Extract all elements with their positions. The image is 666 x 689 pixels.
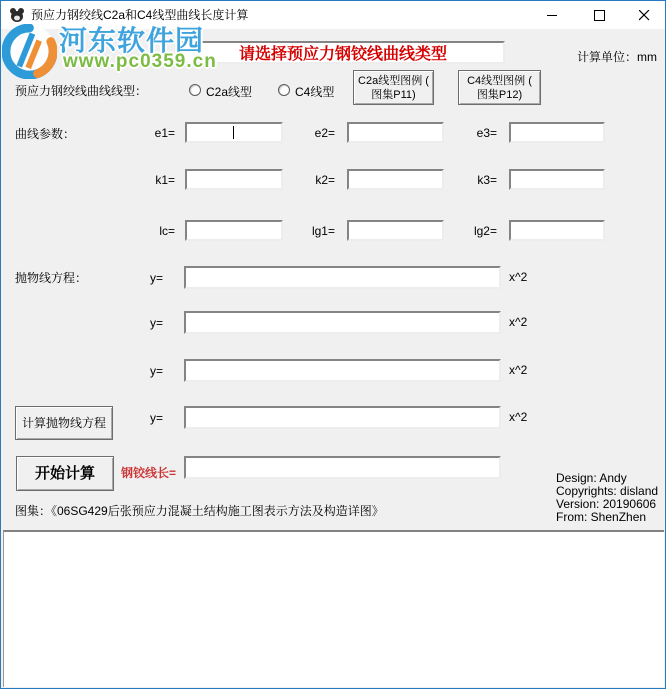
label-lc: lc= <box>159 224 175 238</box>
label-e3: e3= <box>476 126 497 140</box>
label-y-4: y= <box>149 411 163 425</box>
params-section-label: 曲线参数： <box>15 127 76 141</box>
input-equation-3[interactable] <box>184 359 501 382</box>
atlas-reference: 图集：《06SG429后张预应力混凝土结构施工图表示方法及构造详图》 <box>15 504 384 518</box>
minimize-button[interactable] <box>530 1 575 29</box>
label-k1: k1= <box>155 173 175 187</box>
input-equation-2[interactable] <box>184 311 501 334</box>
input-e2[interactable] <box>347 122 444 143</box>
titlebar <box>1 1 665 29</box>
app-icon <box>9 7 25 23</box>
text-caret <box>233 126 234 139</box>
unit-label: 计算单位：mm <box>577 50 657 64</box>
credit-design: Design: Andy <box>556 471 627 485</box>
radio-c2a[interactable] <box>189 84 201 96</box>
input-k1[interactable] <box>185 169 283 190</box>
radio-c2a-label[interactable]: C2a线型 <box>206 85 253 99</box>
strand-length-label: 钢铰线长= <box>121 466 177 480</box>
parabola-section-label: 抛物线方程： <box>15 271 88 285</box>
header-prompt: 请选择预应力钢铰线曲线类型 <box>238 46 447 63</box>
credit-version: Version: 20190606 <box>556 497 657 511</box>
header-prompt-box <box>181 41 505 64</box>
output-listbox[interactable] <box>3 530 664 687</box>
input-e1[interactable] <box>185 122 283 143</box>
label-k2: k2= <box>315 173 335 187</box>
label-x2-1: x^2 <box>509 270 528 284</box>
input-lg2[interactable] <box>509 220 605 241</box>
label-x2-4: x^2 <box>509 410 528 424</box>
radio-c4-label[interactable]: C4线型 <box>295 85 335 99</box>
label-e2: e2= <box>314 126 335 140</box>
label-k3: k3= <box>477 173 497 187</box>
c2a-example-button[interactable]: C2a线型图例 ( 图集P11) <box>353 70 434 105</box>
input-strand-length[interactable] <box>184 456 501 479</box>
start-calc-button[interactable]: 开始计算 <box>16 456 114 491</box>
calc-equation-button[interactable]: 计算抛物线方程 <box>15 406 113 440</box>
input-equation-1[interactable] <box>184 266 501 289</box>
input-equation-4[interactable] <box>184 406 501 429</box>
input-k3[interactable] <box>509 169 605 190</box>
c4-example-button[interactable]: C4线型图例 ( 图集P12) <box>458 70 541 105</box>
label-y-1: y= <box>149 271 163 285</box>
label-lg1: lg1= <box>311 224 335 238</box>
input-e3[interactable] <box>509 122 605 143</box>
credit-copyrights: Copyrights: disland <box>556 484 659 498</box>
label-x2-3: x^2 <box>509 363 528 377</box>
watermark-logo-icon <box>2 24 57 79</box>
label-x2-2: x^2 <box>509 315 528 329</box>
watermark-site-name: 河东软件园 <box>59 25 205 56</box>
label-y-3: y= <box>149 364 163 378</box>
line-type-label: 预应力钢绞线曲线线型： <box>15 84 148 98</box>
label-e1: e1= <box>154 126 175 140</box>
credit-from: From: ShenZhen <box>556 510 647 524</box>
input-k2[interactable] <box>347 169 444 190</box>
label-y-2: y= <box>149 316 163 330</box>
input-lg1[interactable] <box>347 220 444 241</box>
radio-c4[interactable] <box>278 84 290 96</box>
window-title: 预应力钢绞线C2a和C4线型曲线长度计算 <box>31 8 249 22</box>
maximize-button[interactable] <box>577 1 622 29</box>
close-button[interactable] <box>622 1 666 29</box>
input-lc[interactable] <box>185 220 283 241</box>
label-lg2: lg2= <box>473 224 497 238</box>
watermark-site-url: www.pc0359.cn <box>63 51 217 72</box>
